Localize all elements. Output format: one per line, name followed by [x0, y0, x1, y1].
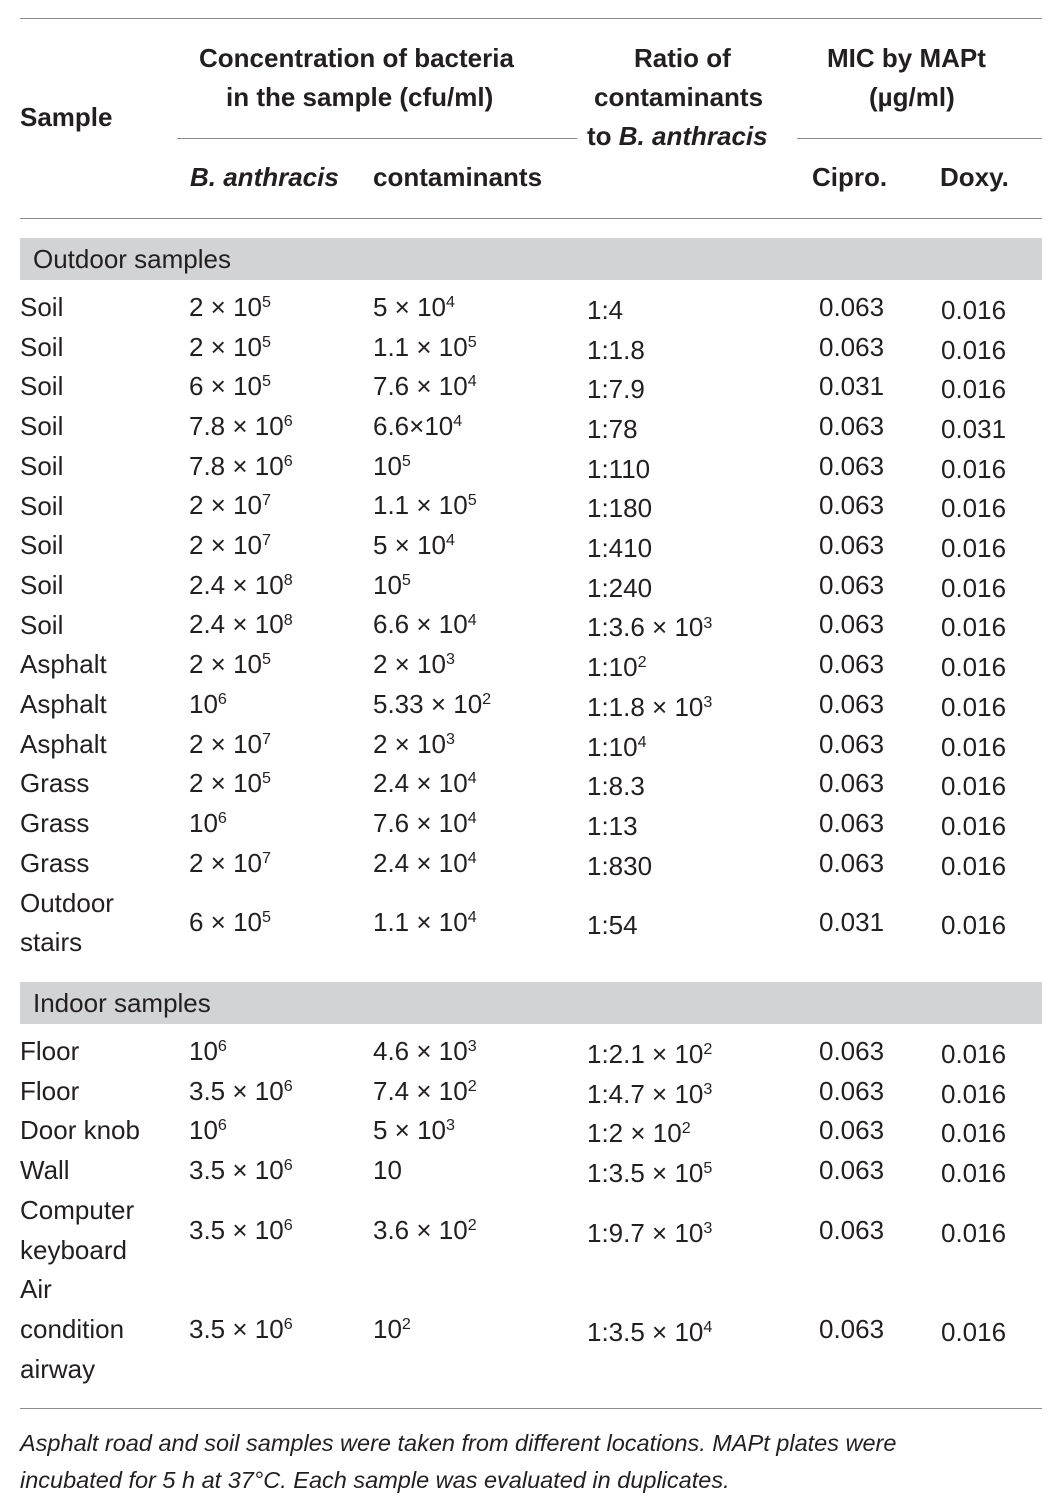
header-contaminants: contaminants	[373, 162, 543, 192]
sample-name: Asphalt	[20, 649, 107, 680]
sample-name: Soil	[20, 569, 64, 600]
contaminant-ratio	[587, 409, 638, 449]
b-anthracis-cfu-base: 2.4 × 10	[189, 569, 284, 600]
contaminants-cfu-exponent: 3	[446, 729, 455, 748]
mic-cipro: 0.063	[819, 490, 885, 521]
contaminants-cfu-exponent: 5	[467, 332, 477, 351]
contaminants-cfu	[373, 1210, 477, 1254]
b-anthracis-cfu-exponent: 6	[283, 412, 293, 431]
b-anthracis-cfu	[189, 485, 271, 529]
mic-cipro: 0.063	[819, 569, 885, 600]
b-anthracis-cfu-exponent: 7	[262, 729, 271, 748]
b-anthracis-cfu	[189, 406, 293, 450]
contaminant-ratio-base: 1:180	[587, 493, 653, 524]
contaminant-ratio-base: 1:2.1 × 10	[587, 1038, 704, 1069]
contaminants-cfu-base: 10	[373, 1313, 402, 1344]
contaminant-ratio-base: 1:240	[587, 572, 653, 603]
mic-cipro: 0.063	[819, 1115, 885, 1146]
mic-cipro: 0.063	[819, 807, 885, 838]
contaminant-ratio	[587, 369, 645, 409]
contaminant-ratio	[587, 449, 650, 489]
b-anthracis-cfu-base: 2 × 10	[189, 728, 263, 759]
b-anthracis-cfu-base: 2 × 10	[189, 649, 263, 680]
b-anthracis-cfu	[189, 763, 271, 807]
contaminant-ratio-base: 1:1.8 × 10	[587, 691, 704, 722]
footnote	[20, 1425, 1040, 1499]
b-anthracis-cfu-base: 10	[189, 807, 218, 838]
contaminants-cfu-exponent: 3	[467, 1036, 477, 1055]
mic-doxy: 0.016	[941, 1078, 1007, 1109]
contaminants-cfu-base: 2 × 10	[373, 649, 447, 680]
contaminants-cfu-base: 10	[373, 569, 402, 600]
contaminants-cfu	[373, 1150, 402, 1190]
contaminants-cfu	[373, 763, 477, 807]
b-anthracis-cfu-base: 7.8 × 10	[189, 410, 284, 441]
contaminants-cfu-exponent: 4	[467, 848, 477, 867]
header-mic-line1: MIC by MAPt	[827, 43, 986, 73]
sample-name: Soil	[20, 371, 64, 402]
footnote-line2: incubated for 5 h at 37°C. Each sample was evaluated in duplicates.	[20, 1467, 730, 1493]
contaminant-ratio-base: 1:78	[587, 413, 638, 444]
contaminant-ratio	[587, 905, 638, 945]
contaminant-ratio-exponent: 4	[637, 732, 647, 751]
sample-name: Soil	[20, 331, 64, 362]
b-anthracis-cfu-base: 2 × 10	[189, 490, 263, 521]
section-header-label: Outdoor samples	[33, 244, 231, 274]
contaminants-cfu-exponent: 4	[467, 908, 477, 927]
contaminants-cfu-base: 5 × 10	[373, 1115, 447, 1146]
b-anthracis-cfu-exponent: 6	[217, 1116, 227, 1135]
sample-name: stairs	[20, 927, 83, 958]
mic-doxy: 0.016	[941, 691, 1007, 722]
header-concentration-line2: in the sample (cfu/ml)	[226, 82, 494, 112]
mic-cipro: 0.063	[819, 291, 885, 322]
contaminants-cfu-exponent: 5	[467, 491, 477, 510]
contaminant-ratio	[587, 846, 652, 886]
header-doxy: Doxy.	[940, 162, 1009, 192]
contaminants-cfu-exponent: 5	[401, 451, 411, 470]
mic-doxy: 0.016	[941, 612, 1007, 643]
b-anthracis-cfu-exponent: 5	[262, 292, 271, 311]
b-anthracis-cfu-exponent: 5	[262, 650, 271, 669]
contaminant-ratio	[587, 806, 638, 846]
mic-cipro: 0.031	[819, 371, 885, 402]
b-anthracis-cfu	[189, 1031, 227, 1075]
contaminants-cfu-base: 5 × 10	[373, 291, 447, 322]
contaminant-ratio-base: 1:13	[587, 810, 638, 841]
contaminant-ratio-base: 1:10	[587, 731, 638, 762]
contaminants-cfu	[373, 684, 491, 728]
b-anthracis-cfu-base: 7.8 × 10	[189, 450, 284, 481]
b-anthracis-cfu-base: 2 × 10	[189, 291, 263, 322]
contaminants-cfu	[373, 1110, 455, 1154]
contaminant-ratio-base: 1:54	[587, 910, 638, 941]
b-anthracis-cfu-exponent: 6	[283, 1314, 293, 1333]
b-anthracis-cfu-exponent: 5	[262, 332, 271, 351]
contaminant-ratio-exponent: 4	[703, 1317, 713, 1336]
b-anthracis-cfu-base: 10	[189, 688, 218, 719]
contaminant-ratio-base: 1:410	[587, 533, 653, 564]
mic-cipro: 0.063	[819, 768, 885, 799]
contaminant-ratio-exponent: 2	[637, 653, 647, 672]
contaminants-cfu	[373, 1309, 411, 1353]
contaminant-ratio-exponent: 2	[681, 1119, 691, 1138]
sample-name: Soil	[20, 292, 64, 322]
b-anthracis-cfu-base: 3.5 × 10	[189, 1154, 284, 1185]
header-ratio-line3-species: B. anthracis	[618, 121, 768, 151]
contaminant-ratio-base: 1:9.7 × 10	[587, 1217, 704, 1248]
header-cipro: Cipro.	[812, 162, 888, 192]
b-anthracis-cfu-base: 3.5 × 10	[189, 1313, 284, 1344]
b-anthracis-cfu-exponent: 7	[262, 491, 271, 510]
b-anthracis-cfu-exponent: 6	[283, 451, 293, 470]
contaminant-ratio	[587, 1213, 712, 1257]
header-b-anthracis: B. anthracis	[190, 162, 339, 192]
sample-name: Soil	[20, 411, 64, 442]
mic-doxy: 0.016	[941, 572, 1007, 603]
sample-name: Floor	[20, 1075, 80, 1106]
b-anthracis-cfu-exponent: 6	[283, 1215, 293, 1234]
contaminant-ratio	[587, 687, 712, 731]
contaminant-ratio-base: 1:2 × 10	[587, 1118, 682, 1149]
contaminants-cfu-exponent: 4	[446, 531, 455, 550]
sample-name: Asphalt	[20, 689, 107, 719]
mic-cipro: 0.063	[819, 728, 885, 759]
contaminants-cfu-exponent: 4	[453, 412, 463, 431]
top-rule	[20, 18, 1042, 19]
contaminant-ratio	[587, 488, 652, 528]
b-anthracis-cfu	[189, 1110, 227, 1154]
sample-name: condition	[20, 1313, 125, 1344]
mic-cipro: 0.063	[819, 1214, 885, 1245]
b-anthracis-cfu	[189, 1210, 293, 1254]
sample-name: Wall	[20, 1155, 70, 1186]
contaminant-ratio	[587, 568, 652, 608]
b-anthracis-cfu-base: 2 × 10	[189, 768, 263, 799]
contaminants-cfu	[373, 724, 455, 768]
contaminants-cfu-base: 6.6×10	[373, 410, 454, 441]
sample-name: Air	[20, 1274, 52, 1305]
contaminants-cfu-base: 7.6 × 10	[373, 371, 468, 402]
header-ratio-line1: Ratio of	[634, 43, 731, 73]
b-anthracis-cfu	[189, 724, 271, 768]
b-anthracis-cfu	[189, 446, 293, 490]
contaminants-cfu	[373, 287, 455, 331]
b-anthracis-cfu	[189, 525, 271, 569]
mic-doxy: 0.016	[941, 1217, 1007, 1248]
contaminants-cfu	[373, 565, 411, 609]
sample-name: keyboard	[20, 1234, 127, 1265]
mic-cipro: 0.063	[819, 688, 885, 719]
contaminants-cfu	[373, 644, 455, 688]
b-anthracis-cfu-exponent: 8	[283, 570, 293, 589]
contaminants-cfu-exponent: 2	[482, 689, 492, 708]
b-anthracis-cfu-base: 6 × 10	[189, 371, 263, 402]
b-anthracis-cfu	[189, 902, 271, 946]
contaminants-cfu-exponent: 4	[467, 372, 477, 391]
contaminant-ratio-base: 1:3.6 × 10	[587, 612, 704, 643]
contaminants-cfu-exponent: 4	[467, 610, 477, 629]
mic-doxy: 0.016	[941, 731, 1007, 762]
contaminants-cfu	[373, 485, 477, 529]
contaminant-ratio	[587, 647, 647, 691]
b-anthracis-cfu-exponent: 5	[262, 908, 271, 927]
mic-cipro: 0.063	[819, 1154, 885, 1185]
contaminants-cfu-base: 10	[373, 450, 402, 481]
contaminants-cfu-base: 3.6 × 10	[373, 1214, 468, 1245]
header-bottom-rule	[20, 218, 1042, 219]
contaminants-cfu	[373, 843, 477, 887]
mic-group-rule	[797, 138, 1042, 139]
sample-name: Grass	[20, 847, 90, 878]
sample-name: airway	[20, 1353, 96, 1384]
b-anthracis-cfu	[189, 644, 271, 688]
contaminants-cfu-base: 10	[373, 1154, 402, 1185]
contaminant-ratio	[587, 1312, 712, 1356]
contaminants-cfu-exponent: 4	[467, 769, 477, 788]
b-anthracis-cfu-exponent: 6	[217, 809, 227, 828]
sample-name: Door knob	[20, 1115, 140, 1146]
b-anthracis-cfu-exponent: 7	[262, 531, 271, 550]
contaminant-ratio-exponent: 3	[703, 1079, 713, 1098]
mic-doxy: 0.016	[941, 771, 1007, 802]
mic-doxy: 0.016	[941, 294, 1007, 325]
contaminant-ratio	[587, 766, 645, 806]
contaminants-cfu-exponent: 2	[467, 1076, 477, 1095]
b-anthracis-cfu-base: 10	[189, 1035, 218, 1066]
header-ratio-line3-prefix: to	[587, 121, 619, 151]
mic-cipro: 0.063	[819, 530, 885, 561]
b-anthracis-cfu-base: 10	[189, 1115, 218, 1146]
concentration-group-rule	[177, 138, 577, 139]
contaminant-ratio-base: 1:830	[587, 850, 653, 881]
contaminant-ratio-base: 1:110	[587, 453, 651, 484]
b-anthracis-cfu	[189, 604, 293, 648]
mic-doxy: 0.016	[941, 910, 1007, 941]
contaminant-ratio	[587, 1113, 691, 1157]
contaminant-ratio	[587, 607, 712, 651]
mic-doxy: 0.016	[941, 1316, 1007, 1347]
contaminants-cfu-base: 5 × 10	[373, 530, 447, 561]
b-anthracis-cfu-exponent: 8	[283, 610, 293, 629]
contaminants-cfu-base: 2.4 × 10	[373, 768, 468, 799]
header-ratio-line2: contaminants	[594, 82, 764, 112]
contaminants-cfu-exponent: 3	[446, 650, 455, 669]
mic-doxy: 0.016	[941, 374, 1007, 405]
contaminants-cfu-base: 5.33 × 10	[373, 688, 483, 719]
contaminant-ratio-base: 1:4	[587, 294, 624, 325]
sample-name: Outdoor	[20, 887, 114, 918]
mic-cipro: 0.063	[819, 1313, 885, 1344]
mic-doxy: 0.016	[941, 453, 1007, 484]
contaminant-ratio-base: 1:4.7 × 10	[587, 1078, 704, 1109]
b-anthracis-cfu-exponent: 6	[283, 1156, 293, 1175]
b-anthracis-cfu-base: 2.4 × 10	[189, 609, 284, 640]
contaminants-cfu	[373, 366, 477, 410]
b-anthracis-cfu	[189, 1071, 293, 1115]
b-anthracis-cfu-base: 3.5 × 10	[189, 1214, 284, 1245]
b-anthracis-cfu	[189, 1150, 293, 1194]
mic-cipro: 0.063	[819, 847, 885, 878]
contaminants-cfu	[373, 902, 477, 946]
mic-doxy: 0.016	[941, 1118, 1007, 1149]
contaminant-ratio	[587, 1153, 712, 1197]
contaminants-cfu-exponent: 3	[446, 1116, 455, 1135]
b-anthracis-cfu-base: 2 × 10	[189, 530, 263, 561]
contaminants-cfu-exponent: 2	[467, 1215, 477, 1234]
b-anthracis-cfu	[189, 327, 271, 371]
contaminants-cfu-exponent: 4	[467, 809, 477, 828]
mic-cipro: 0.063	[819, 609, 885, 640]
contaminant-ratio-base: 1:3.5 × 10	[587, 1157, 704, 1188]
contaminants-cfu-exponent: 2	[401, 1314, 411, 1333]
contaminant-ratio-exponent: 5	[703, 1159, 713, 1178]
mic-doxy: 0.016	[941, 1038, 1007, 1069]
header-sample: Sample	[20, 102, 113, 132]
contaminants-cfu-base: 7.4 × 10	[373, 1075, 468, 1106]
contaminants-cfu-base: 1.1 × 10	[373, 907, 468, 938]
bottom-rule	[20, 1408, 1042, 1409]
contaminants-cfu-base: 7.6 × 10	[373, 807, 468, 838]
sample-name: Soil	[20, 450, 64, 481]
sample-name: Grass	[20, 768, 90, 799]
b-anthracis-cfu-exponent: 5	[262, 372, 271, 391]
b-anthracis-cfu-base: 3.5 × 10	[189, 1075, 284, 1106]
b-anthracis-cfu-base: 2 × 10	[189, 847, 263, 878]
contaminants-cfu-base: 2 × 10	[373, 728, 447, 759]
contaminants-cfu-base: 4.6 × 10	[373, 1035, 468, 1066]
contaminants-cfu-base: 6.6 × 10	[373, 609, 468, 640]
b-anthracis-cfu	[189, 843, 271, 887]
contaminant-ratio-base: 1:10	[587, 652, 638, 683]
mic-cipro: 0.063	[819, 410, 885, 441]
header-concentration-line1: Concentration of bacteria	[199, 43, 514, 73]
mic-doxy: 0.016	[941, 533, 1007, 564]
b-anthracis-cfu	[189, 684, 227, 728]
header-mic-line2: (µg/ml)	[869, 82, 955, 112]
b-anthracis-cfu-base: 2 × 10	[189, 331, 263, 362]
contaminant-ratio	[587, 528, 652, 568]
b-anthracis-cfu-exponent: 5	[262, 769, 271, 788]
sample-name: Asphalt	[20, 728, 107, 759]
mic-cipro: 0.031	[819, 907, 885, 938]
contaminant-ratio-exponent: 2	[703, 1039, 713, 1058]
b-anthracis-cfu-base: 6 × 10	[189, 907, 263, 938]
mic-doxy: 0.016	[941, 810, 1007, 841]
sample-name: Soil	[20, 609, 64, 640]
mic-doxy: 0.016	[941, 1157, 1007, 1188]
footnote-line1: Asphalt road and soil samples were taken from different locations. MAPt plates were	[20, 1430, 897, 1456]
contaminants-cfu	[373, 406, 462, 450]
contaminants-cfu-exponent: 4	[446, 292, 455, 311]
b-anthracis-cfu	[189, 1309, 293, 1353]
sample-name: Soil	[20, 530, 64, 561]
contaminant-ratio	[587, 1034, 712, 1078]
mic-cipro: 0.063	[819, 331, 885, 362]
mic-doxy: 0.016	[941, 334, 1007, 365]
mic-cipro: 0.063	[819, 450, 885, 481]
contaminant-ratio-base: 1:3.5 × 10	[587, 1316, 704, 1347]
b-anthracis-cfu	[189, 366, 271, 410]
contaminant-ratio-base: 1:7.9	[587, 374, 645, 405]
contaminant-ratio	[587, 1074, 712, 1118]
header-ratio-line3	[587, 121, 768, 152]
mic-doxy: 0.016	[941, 493, 1007, 524]
sample-name: Soil	[20, 490, 64, 521]
sample-name: Grass	[20, 808, 90, 839]
contaminant-ratio-base: 1:1.8	[587, 334, 645, 365]
mic-cipro: 0.063	[819, 1035, 885, 1066]
contaminants-cfu	[373, 446, 411, 490]
mic-doxy: 0.016	[941, 652, 1007, 683]
contaminant-ratio-exponent: 3	[703, 613, 713, 632]
b-anthracis-cfu-exponent: 6	[217, 1036, 227, 1055]
contaminants-cfu	[373, 327, 477, 371]
contaminants-cfu-base: 1.1 × 10	[373, 490, 468, 521]
b-anthracis-cfu	[189, 287, 271, 331]
sample-name: Floor	[20, 1036, 80, 1066]
contaminant-ratio	[587, 290, 623, 330]
b-anthracis-cfu-exponent: 6	[283, 1076, 293, 1095]
contaminants-cfu-base: 1.1 × 10	[373, 331, 468, 362]
contaminants-cfu	[373, 1031, 477, 1075]
b-anthracis-cfu	[189, 803, 227, 847]
section-header-label: Indoor samples	[33, 988, 211, 1018]
b-anthracis-cfu-exponent: 6	[217, 689, 227, 708]
contaminants-cfu	[373, 525, 455, 569]
contaminant-ratio-exponent: 3	[703, 692, 713, 711]
contaminant-ratio	[587, 330, 645, 370]
b-anthracis-cfu-exponent: 7	[262, 848, 271, 867]
contaminants-cfu	[373, 1071, 477, 1115]
mic-doxy: 0.031	[941, 413, 1007, 444]
contaminants-cfu	[373, 803, 477, 847]
mic-doxy: 0.016	[941, 850, 1007, 881]
contaminants-cfu-exponent: 5	[401, 570, 411, 589]
sample-name: Computer	[20, 1194, 135, 1225]
mic-cipro: 0.063	[819, 649, 885, 680]
contaminants-cfu	[373, 604, 477, 648]
contaminants-cfu-base: 2.4 × 10	[373, 847, 468, 878]
contaminant-ratio-exponent: 3	[703, 1218, 713, 1237]
b-anthracis-cfu	[189, 565, 293, 609]
contaminant-ratio-base: 1:8.3	[587, 771, 645, 802]
contaminant-ratio	[587, 727, 647, 771]
mic-cipro: 0.063	[819, 1075, 885, 1106]
